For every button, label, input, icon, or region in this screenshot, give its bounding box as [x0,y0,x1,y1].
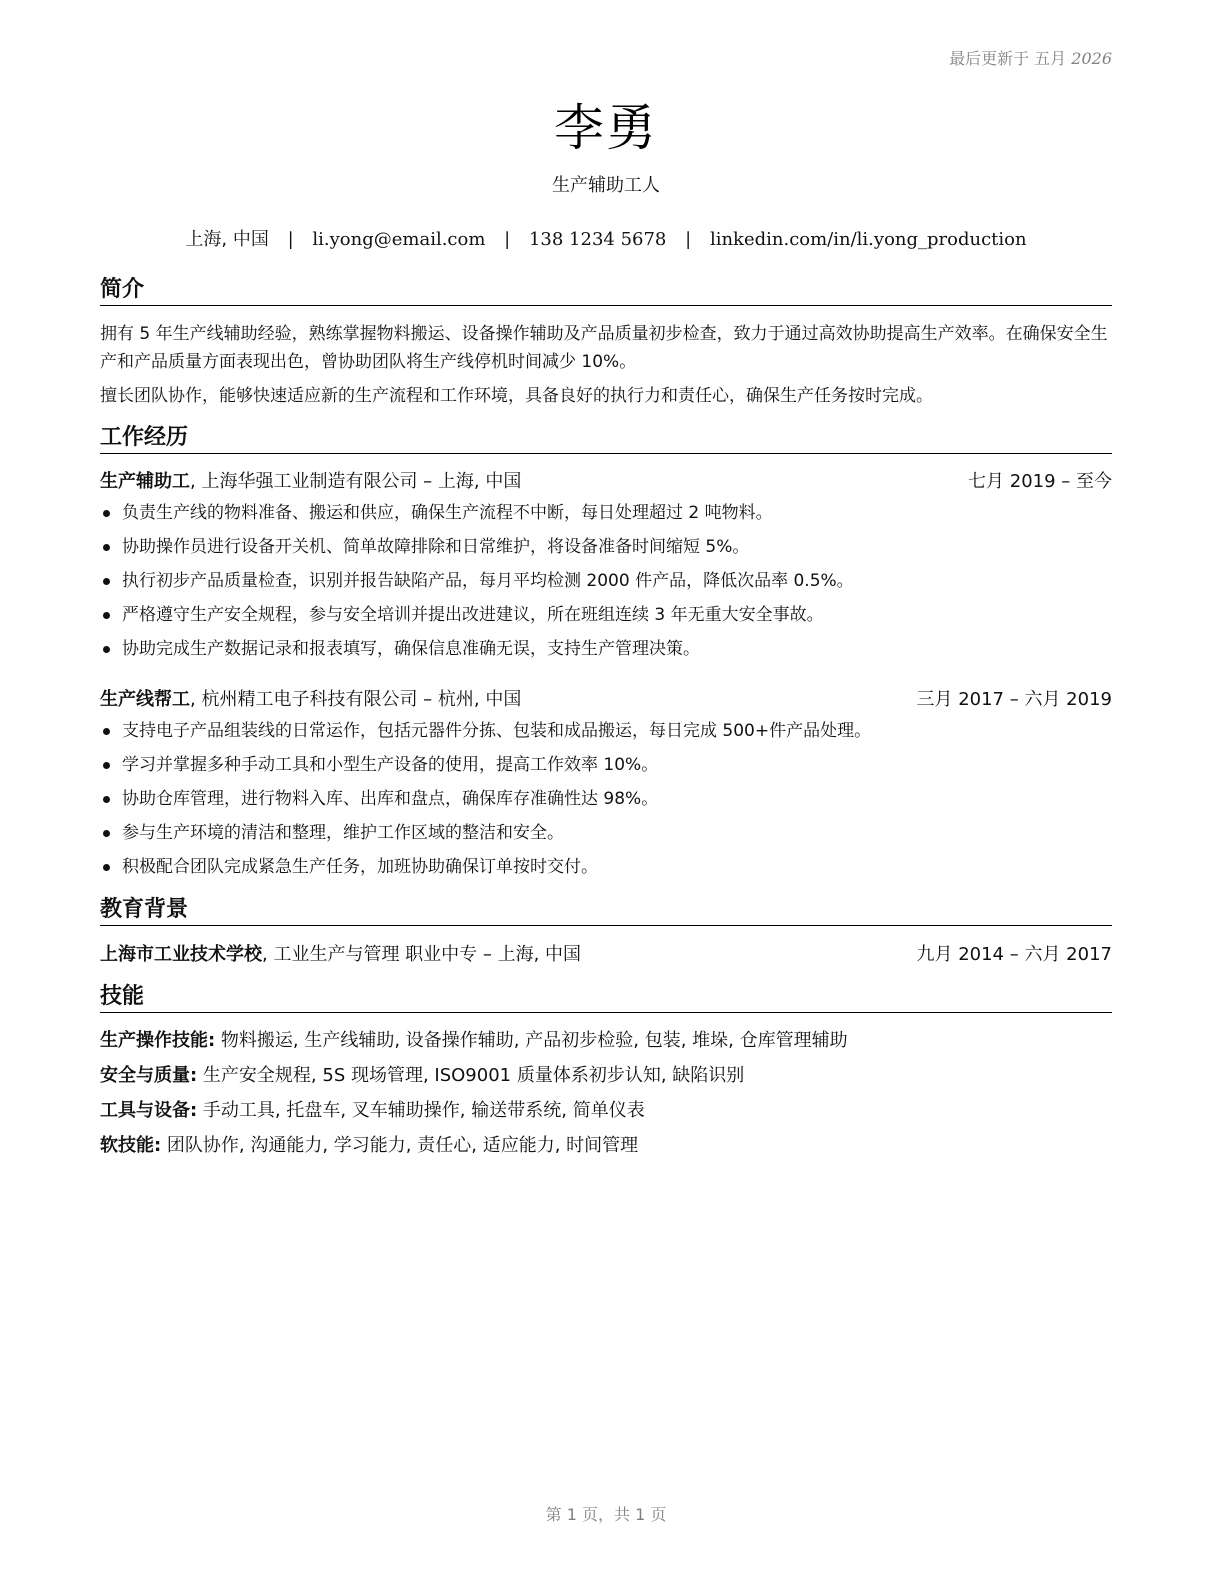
job-company: , 杭州精工电子科技有限公司 – 杭州, 中国 [190,689,522,710]
skill-values: 团队协作, 沟通能力, 学习能力, 责任心, 适应能力, 时间管理 [161,1135,639,1156]
contact-email[interactable]: li.yong@email.com [312,229,486,250]
skill-line [100,1028,1112,1054]
job-date: 七月 2019 – 至今 [968,471,1112,492]
skill-category: 软技能: [100,1135,162,1156]
skill-values: 生产安全规程, 5S 现场管理, ISO9001 质量体系初步认知, 缺陷识别 [197,1065,745,1086]
candidate-name: 李勇 [554,99,658,157]
section-title-summary: 简介 [100,277,1112,306]
job-bullet: 协助完成生产数据记录和报表填写，确保信息准确无误，支持生产管理决策。 [100,636,1112,670]
skill-values: 手动工具, 托盘车, 叉车辅助操作, 输送带系统, 简单仪表 [197,1100,645,1121]
section-title-education: 教育背景 [100,897,1112,926]
contact-linkedin[interactable]: linkedin.com/in/li.yong_production [709,229,1027,250]
contact-separator: | [504,229,511,250]
education-program: , 工业生产与管理 职业中专 – 上海, 中国 [262,944,582,965]
section-title-skills: 技能 [100,984,1112,1013]
education-header [100,943,1112,967]
contact-phone: 138 1234 5678 [528,229,667,250]
last-updated-year: 2026 [1071,49,1112,68]
job-bullet: 负责生产线的物料准备、搬运和供应，确保生产流程不中断，每日处理超过 2 吨物料。 [100,500,1112,534]
job-date: 三月 2017 – 六月 2019 [916,689,1112,710]
job-company: , 上海华强工业制造有限公司 – 上海, 中国 [190,471,522,492]
job-bullet: 积极配合团队完成紧急生产任务，加班协助确保订单按时交付。 [100,854,1112,888]
skill-line [100,1063,1112,1089]
skill-category: 生产操作技能: [100,1030,216,1051]
job-bullet: 协助操作员进行设备开关机、简单故障排除和日常维护，将设备准备时间缩短 5%。 [100,534,1112,568]
skill-category: 安全与质量: [100,1065,198,1086]
contact-line [100,225,1112,251]
contact-location: 上海, 中国 [185,229,269,250]
education-date: 九月 2014 – 六月 2017 [916,944,1112,965]
job-bullet: 执行初步产品质量检查，识别并报告缺陷产品，每月平均检测 2000 件产品，降低次品率 0.5%。 [100,568,1112,602]
last-updated-label: 最后更新于 五月 [949,49,1067,68]
summary-paragraph-1: 拥有 5 年生产线辅助经验，熟练掌握物料搬运、设备操作辅助及产品质量初步检查，致力于通过高效协助提高生产效率。在确保安全生产和产品质量方面表现出色，曾协助团队将生产线停机时间减少 10%。 [100,324,1108,372]
skill-category: 工具与设备: [100,1100,198,1121]
skill-values: 物料搬运, 生产线辅助, 设备操作辅助, 产品初步检验, 包装, 堆垛, 仓库管理辅助 [215,1030,848,1051]
job-bullet: 严格遵守生产安全规程，参与安全培训并提出改进建议，所在班组连续 3 年无重大安全事故。 [100,602,1112,636]
job-bullet-list [100,500,1112,670]
skill-line [100,1133,1112,1159]
last-updated [949,46,1112,69]
job-bullet-list [100,718,1112,888]
job-bullet: 学习并掌握多种手动工具和小型生产设备的使用，提高工作效率 10%。 [100,752,1112,786]
section-title-experience: 工作经历 [100,425,1112,454]
job-role: 生产辅助工 [100,471,190,492]
contact-separator: | [685,229,692,250]
education-school: 上海市工业技术学校 [100,944,262,965]
resume-page [100,0,1112,1584]
job-role: 生产线帮工 [100,689,190,710]
summary-paragraph-2: 擅长团队协作，能够快速适应新的生产流程和工作环境，具备良好的执行力和责任心，确保生产任务按时完成。 [100,386,933,406]
job-bullet: 协助仓库管理，进行物料入库、出库和盘点，确保库存准确性达 98%。 [100,786,1112,820]
candidate-position: 生产辅助工人 [552,175,660,196]
job-header [100,688,1112,712]
skill-line [100,1098,1112,1124]
job-bullet: 参与生产环境的清洁和整理，维护工作区域的整洁和安全。 [100,820,1112,854]
job-header [100,470,1112,494]
contact-separator: | [287,229,294,250]
job-bullet: 支持电子产品组装线的日常运作，包括元器件分拣、包装和成品搬运，每日完成 500+件产品处理。 [100,718,1112,752]
page-number: 第 1 页，共 1 页 [545,1505,667,1524]
